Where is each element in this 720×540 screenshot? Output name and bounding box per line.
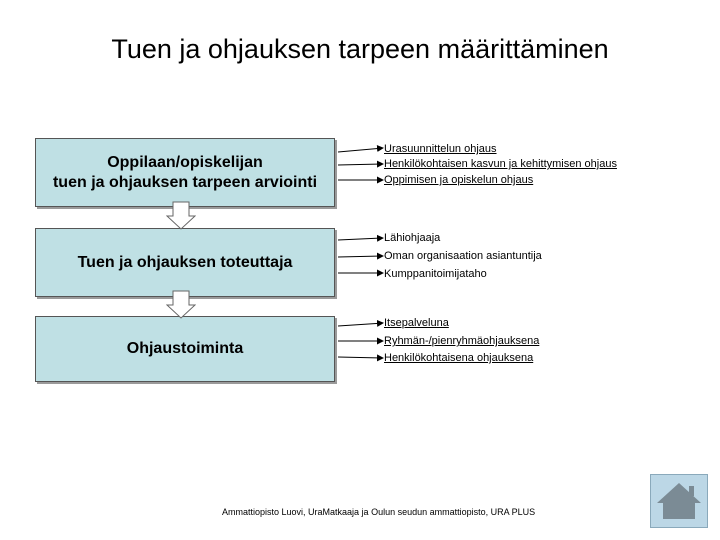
- group-3-item-3: Henkilökohtaisena ohjauksena: [384, 352, 534, 364]
- group-1-item-2: Henkilökohtaisen kasvun ja kehittymisen ohjaus: [384, 158, 617, 170]
- footer-credit: Ammattiopisto Luovi, UraMatkaaja ja Oulun seudun ammattiopisto, URA PLUS: [222, 507, 536, 517]
- group-2-item-3: Kumppanitoimijataho: [384, 268, 487, 280]
- home-button[interactable]: [650, 474, 708, 528]
- group-2-item-2: Oman organisaation asiantuntija: [384, 250, 542, 262]
- group-1-item-3: Oppimisen ja opiskelun ohjaus: [384, 174, 534, 186]
- assessment-box-line-1: Oppilaan/opiskelijan: [107, 153, 263, 171]
- group-3-item-1: Itsepalveluna: [384, 317, 449, 329]
- group-3-item-2: Ryhmän-/pienryhmäohjauksena: [384, 335, 540, 347]
- assessment-box-line-2: tuen ja ohjauksen tarpeen arviointi: [52, 173, 318, 191]
- group-2-item-1: Lähiohjaaja: [384, 232, 441, 244]
- provider-box-label: Tuen ja ohjauksen toteuttaja: [77, 253, 293, 271]
- page-title: Tuen ja ohjauksen tarpeen määrittäminen: [111, 34, 609, 64]
- activity-box-label: Ohjaustoiminta: [126, 340, 244, 357]
- group-1-item-1: Urasuunnittelun ohjaus: [384, 143, 497, 155]
- house-icon: [651, 475, 707, 527]
